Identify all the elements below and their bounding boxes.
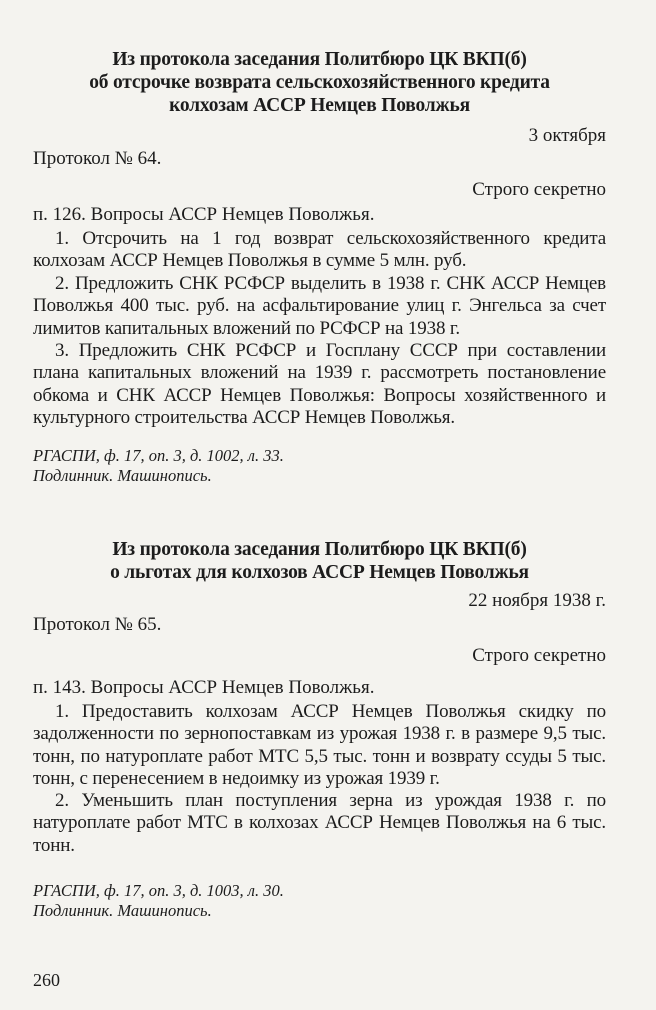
doc1-paragraph-3: 3. Предложить СНК РСФСР и Госплану СССР при составлении плана капитальных вложений на 1939 г. рассмотреть постановление обкома и СНК АССР Немцев Поволжья: Вопросы хозяйственного и культурного строительства АССР Немцев Поволжья. <box>33 340 606 428</box>
doc1-archive-source <box>33 446 606 486</box>
doc1-source-ref: РГАСПИ, ф. 17, оп. 3, д. 1002, л. 33. <box>33 446 284 465</box>
doc2-item: п. 143. Вопросы АССР Немцев Поволжья. <box>33 677 375 698</box>
doc1-title-line: колхозам АССР Немцев Поволжья <box>169 95 470 116</box>
doc1-date: 3 октября <box>528 125 606 146</box>
doc1-protocol: Протокол № 64. <box>33 148 162 169</box>
page-number: 260 <box>33 970 60 990</box>
doc2-paragraph-2: 2. Уменьшить план поступления зерна из урождая 1938 г. по натуроплате работ МТС в колхозах АССР Немцев Поволжья на 6 тыс. тонн. <box>33 790 606 856</box>
doc1-title-line: об отсрочке возврата сельскохозяйственного кредита <box>89 72 550 93</box>
doc1-source-note: Подлинник. Машинопись. <box>33 466 212 485</box>
doc2-archive-source <box>33 881 606 921</box>
doc2-date: 22 ноября 1938 г. <box>468 590 606 611</box>
doc1-paragraph-1: 1. Отсрочить на 1 год возврат сельскохозяйственного кредита колхозам АССР Немцев Поволжья в сумме 5 млн. руб. <box>33 228 606 272</box>
doc2-source-ref: РГАСПИ, ф. 17, оп. 3, д. 1003, л. 30. <box>33 881 284 900</box>
doc2-title-line: Из протокола заседания Политбюро ЦК ВКП(б) <box>112 539 527 560</box>
doc1-paragraph-2: 2. Предложить СНК РСФСР выделить в 1938 г. СНК АССР Немцев Поволжья 400 тыс. руб. на асфальтирование улиц г. Энгельса за счет лимитов капитальных вложений по РСФСР на 1938 г. <box>33 273 606 339</box>
doc2-protocol: Протокол № 65. <box>33 614 162 635</box>
doc1-title-line: Из протокола заседания Политбюро ЦК ВКП(б) <box>112 49 527 70</box>
doc2-classification: Строго секретно <box>472 645 606 666</box>
doc1-classification: Строго секретно <box>472 179 606 200</box>
doc1-item: п. 126. Вопросы АССР Немцев Поволжья. <box>33 204 375 225</box>
doc1-title <box>33 48 606 117</box>
doc2-source-note: Подлинник. Машинопись. <box>33 901 212 920</box>
doc2-title <box>33 538 606 584</box>
doc2-paragraph-1: 1. Предоставить колхозам АССР Немцев Поволжья скидку по задолженности по зернопоставкам из урожая 1938 г. в размере 9,5 тыс. тонн, по натуроплате работ МТС 5,5 тыс. тонн и возврату ссуды 5 тыс. тонн, с перенесением в недоимку из урожая 1939 г. <box>33 701 606 789</box>
doc2-title-line: о льготах для колхозов АССР Немцев Поволжья <box>110 562 529 583</box>
